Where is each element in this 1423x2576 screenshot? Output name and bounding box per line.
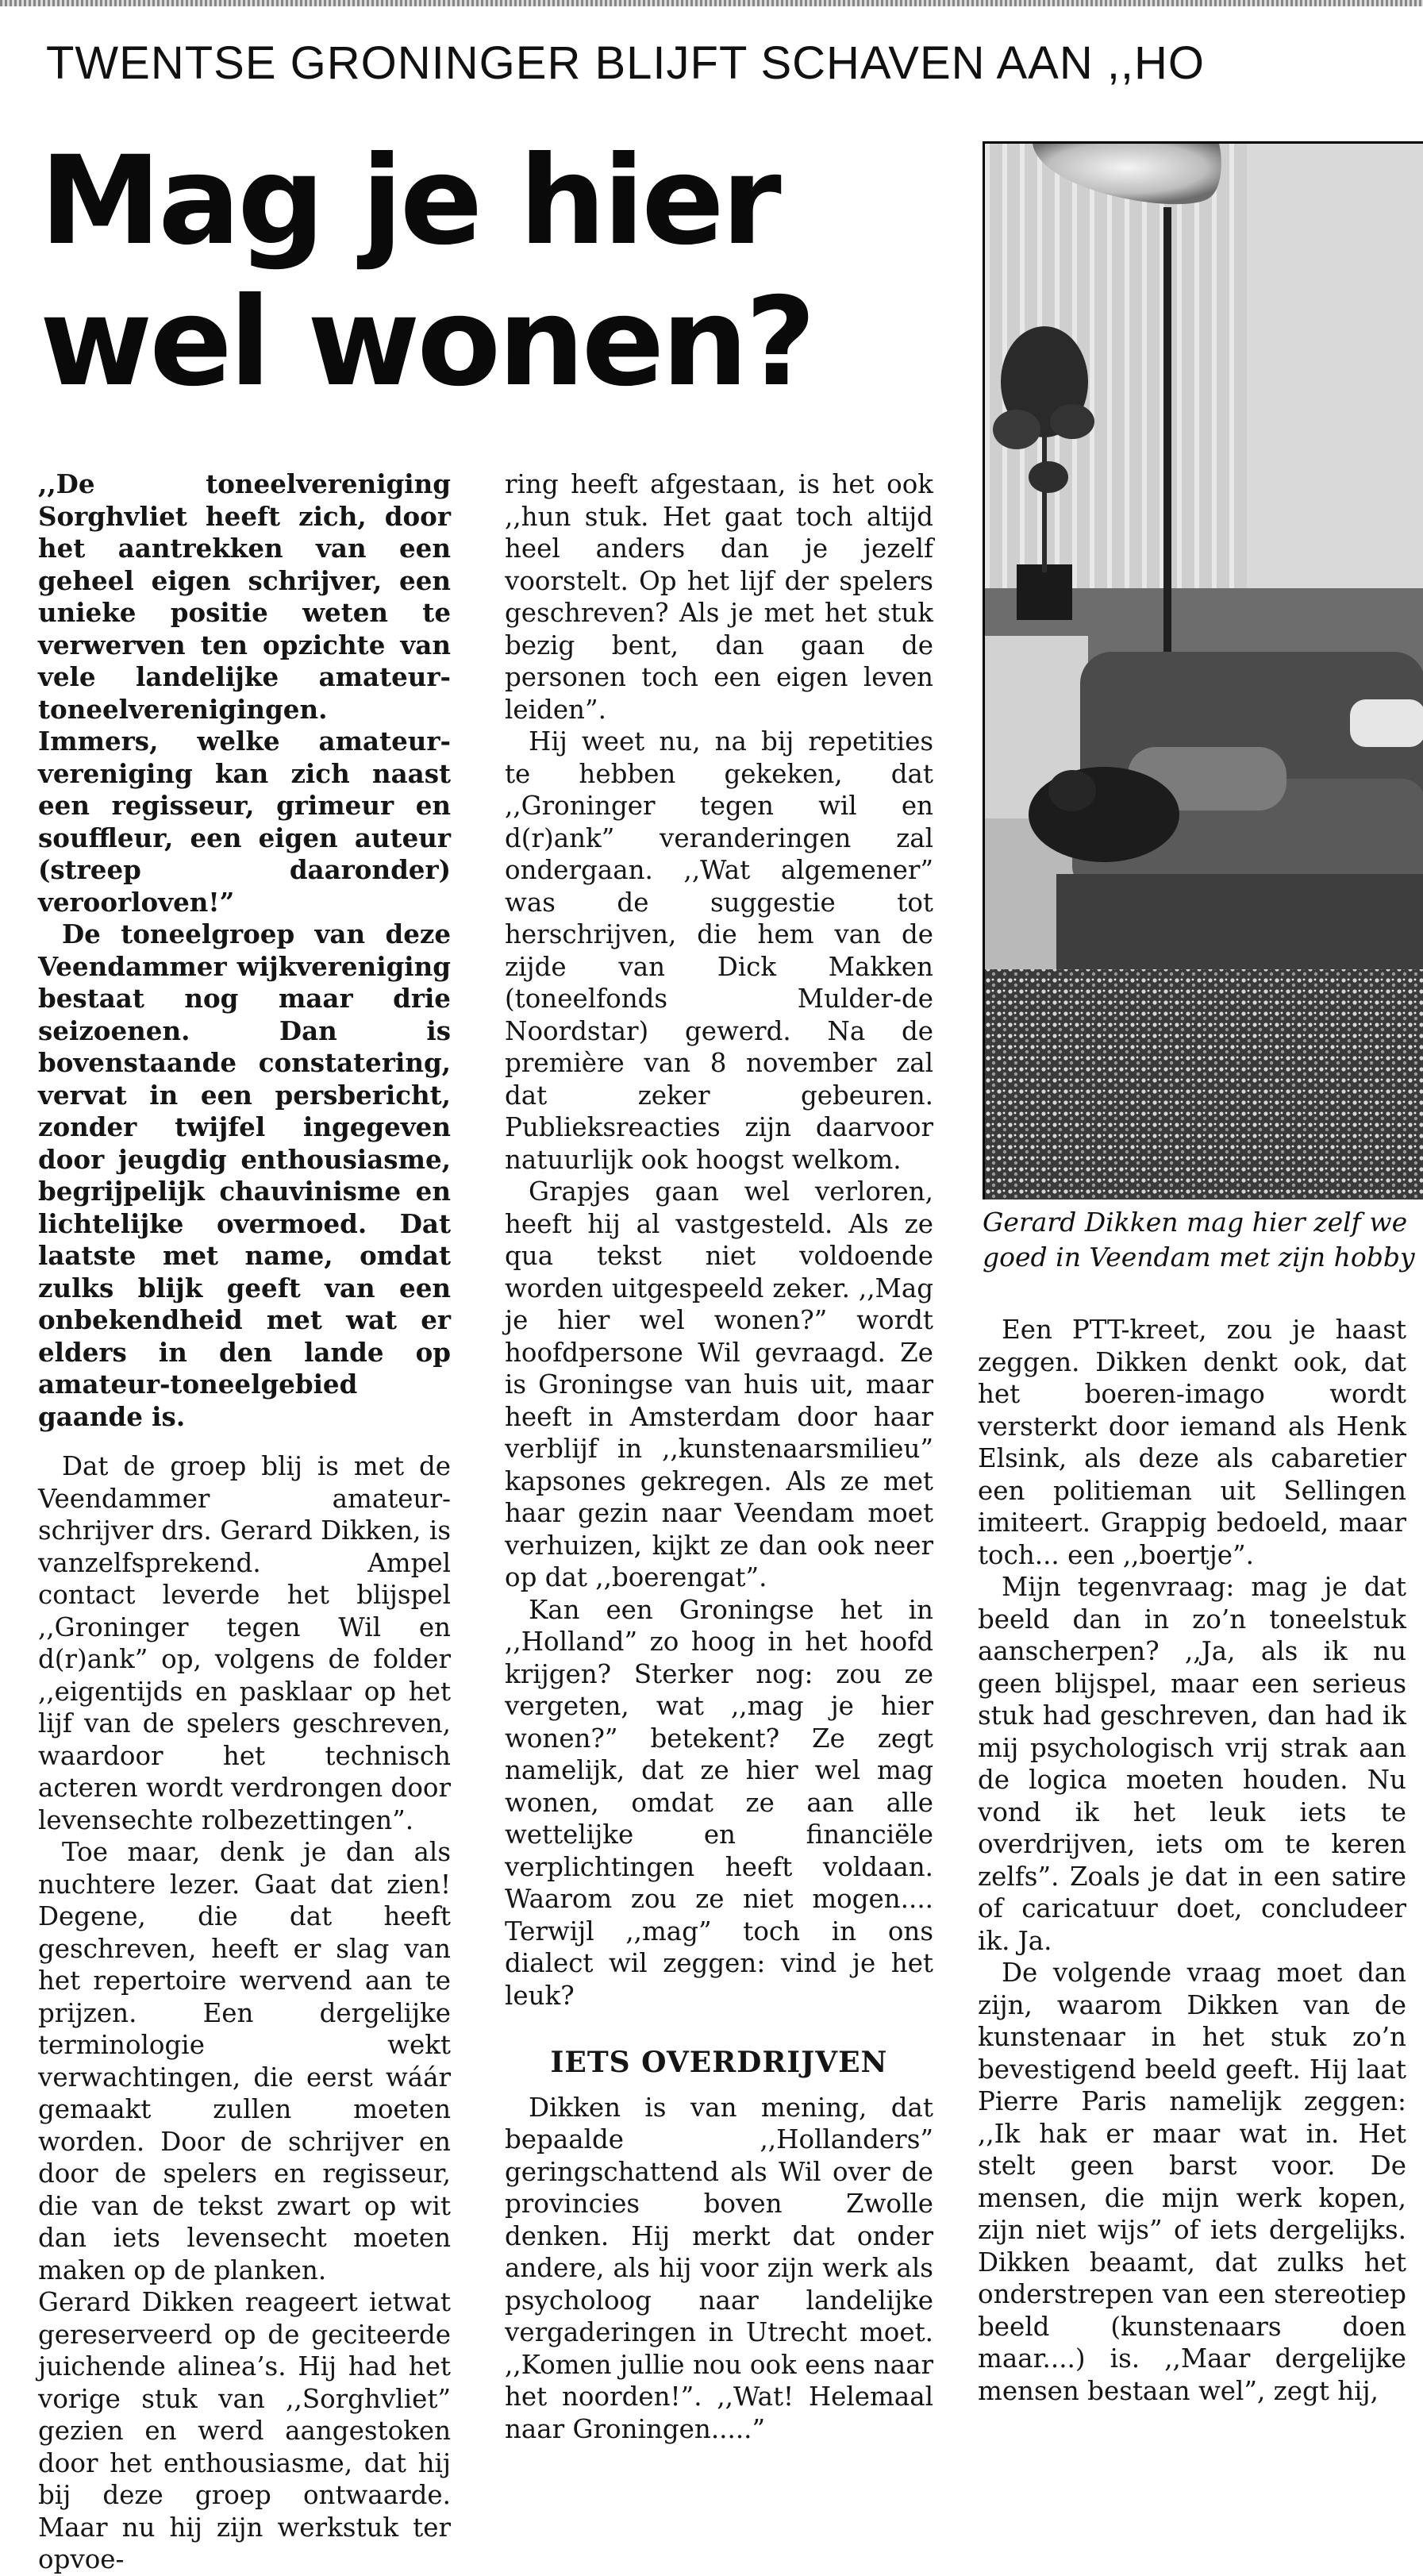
- body-paragraph: De volgende vraag moet dan zijn, waarom Dikken van de kunstenaar in het stuk zo’n bevestigend beeld geeft. Hij laat Pierre Paris namelijk zeggen: ,,Ik hak er maar wat in. Het stelt geen barst voor. De mensen, die mijn werk kopen, zijn niet wijs” of iets dergelijks. Dikken beaamt, dat zulks het onderstrepen van een stereotiep beeld (kunstenaars doen maar....) is. ,,Maar dergelijke mensen bestaan wel”, zegt hij,: [978, 1958, 1406, 2406]
- body-paragraph: ring heeft afgestaan, is het ook ,,hun stuk. Het gaat toch altijd heel anders dan je jezelf voorstelt. Op het lijf der spelers geschreven? Als je met het stuk bezig bent, dan gaan de personen toch een eigen leven leiden”.: [505, 469, 933, 725]
- article-photo: [983, 141, 1423, 1199]
- body-paragraph: Gerard Dikken reageert ietwat gereserveerd op de geciteerde juichende alinea’s. Hij had het vorige stuk van ,,Sorghvliet” gezien en werd aangestoken door het enthousiasme, dat hij bij deze groep ontwaarde. Maar nu hij zijn werkstuk ter opvoe-: [38, 2287, 451, 2574]
- headline-line-1: Mag je hier: [40, 130, 779, 272]
- living-room-photo-illustration: [985, 144, 1423, 1199]
- body-paragraph: Dat de groep blij is met de Veendammer amateur-schrijver drs. Gerard Dikken, is vanzelfsprekend. Ampel contact leverde het blijspel ,,Groninger tegen Wil en d(r)ank” op, volgens de folder ,,eigentijds en pasklaar op het lijf van de spelers geschreven, waardoor het technisch acteren wordt verdrongen door levensechte rolbezettingen”.: [38, 1451, 451, 1835]
- headline-line-2: wel wonen?: [40, 271, 813, 414]
- rug-shape: [985, 969, 1423, 1199]
- article-column-2: [505, 468, 933, 2445]
- caption-line-1: Gerard Dikken mag hier zelf we: [983, 1207, 1408, 1238]
- main-headline: [40, 131, 952, 414]
- body-paragraph: Grapjes gaan wel verloren, heeft hij al vastgesteld. Als ze qua tekst niet voldoende worden uitgespeeld zeker. ,,Mag je hier wel wonen?” wordt hoofdpersone Wil gevraagd. Ze is Groningse van huis uit, maar heeft in Amsterdam door haar verblijf in ,,kunstenaarsmilieu” kapsones gekregen. Als ze met haar gezin naar Veendam moet verhuizen, kijkt ze dan ook neer op dat ,,boerengat”.: [505, 1176, 933, 1592]
- body-paragraph: Kan een Groningse het in ,,Holland” zo hoog in het hoofd krijgen? Sterker nog: zou ze vergeten, wat ,,mag je hier wonen?” betekent? Ze zegt namelijk, dat ze hier wel mag wonen, omdat ze aan alle wettelijke en financiële verplichtingen heeft voldaan. Waarom zou ze niet mogen.... Terwijl ,,mag” toch in ons dialect wil zeggen: vind je het leuk?: [505, 1594, 933, 2011]
- lead-paragraph-2: De toneelgroep van deze Veendammer wijkvereniging bestaat nog maar drie seizoenen. Dan is bovenstaande constatering, vervat in een persbericht, zonder twijfel ingegeven door jeugdig enthousiasme, begrijpelijk chauvinisme en lichtelijke overmoed. Dat laatste met name, omdat zulks blijk geeft van een onbekendheid met wat er elders in den lande op amateur-toneelgebied gaande is.: [38, 918, 451, 1432]
- section-subheading: IETS OVERDRIJVEN: [550, 2046, 888, 2079]
- body-paragraph: Toe maar, denk je dan als nuchtere lezer. Gaat dat zien! Degene, die dat heeft geschreven, heeft er slag van het repertoire wervend aan te prijzen. Een dergelijke terminologie wekt verwachtingen, die eerst wáár gemaakt zullen moeten worden. Door de schrijver en door de spelers en regisseur, die van de tekst zwart op wit dan iets levensecht moeten maken op de planken.: [38, 1837, 451, 2285]
- caption-line-2: goed in Veendam met zijn hobby: [983, 1242, 1415, 1273]
- lead-paragraph-1: ,,De toneelvereniging Sorghvliet heeft zich, door het aantrekken van een geheel eigen schrijver, een unieke positie weten te verwerven ten opzichte van vele landelijke amateur-toneelverenigingen. Immers, welke amateur-vereniging kan zich naast een regisseur, grimeur en souffleur, een eigen auteur (streep daaronder) veroorloven!”: [38, 468, 451, 918]
- body-paragraph: Dikken is van mening, dat bepaalde ,,Hollanders” geringschattend als Wil over de provincies boven Zwolle denken. Hij merkt dat onder andere, als hij voor zijn werk als psycholoog naar landelijke vergaderingen in Utrecht moet. ,,Komen jullie nou ook eens naar het noorden!”. ,,Wat! Helemaal naar Groningen.....”: [505, 2092, 933, 2444]
- article-column-1: [38, 468, 451, 2576]
- kicker-headline: TWENTSE GRONINGER BLIJFT SCHAVEN AAN ,,HO: [46, 37, 1206, 89]
- photo-caption: [983, 1205, 1423, 1275]
- page-top-rule: [0, 0, 1423, 6]
- article-column-3: [978, 1314, 1406, 2407]
- body-paragraph: Een PTT-kreet, zou je haast zeggen. Dikken denkt ook, dat het boeren-imago wordt versterkt door iemand als Henk Elsink, als deze als cabaretier een politieman uit Sellingen imiteert. Grappig bedoeld, maar toch... een ,,boertje”.: [978, 1315, 1406, 1570]
- body-paragraph: Hij weet nu, na bij repetities te hebben gekeken, dat ,,Groninger tegen wil en d(r)ank” veranderingen zal ondergaan. ,,Wat algemener” was de suggestie tot herschrijven, die hem van de zijde van Dick Makken (toneelfonds Mulder-de Noordstar) gewerd. Na de première van 8 november zal dat zeker gebeuren. Publieksreacties zijn daarvoor natuurlijk ook hoogst welkom.: [505, 726, 933, 1175]
- body-paragraph: Mijn tegenvraag: mag je dat beeld dan in zo’n toneelstuk aanscherpen? ,,Ja, als ik nu geen blijspel, maar een serieus stuk had geschreven, dan had ik mij psychologisch vrij strak aan de logica moeten houden. Nu vond ik het leuk iets te overdrijven, iets om te keren zelfs”. Zoals je dat in een satire of caricatuur doet, concludeer ik. Ja.: [978, 1572, 1406, 1956]
